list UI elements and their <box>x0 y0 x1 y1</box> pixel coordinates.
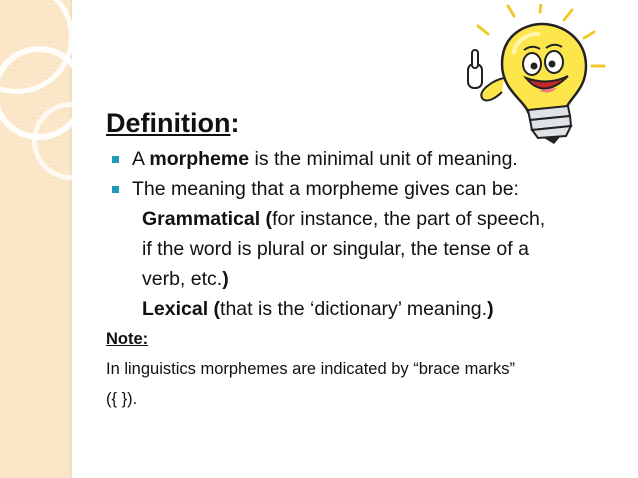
bullet-text <box>132 148 518 171</box>
bullet-text: The meaning that a morpheme gives can be: <box>132 178 519 200</box>
grammatical-close: ) <box>222 268 229 290</box>
bullet-square-icon <box>112 186 119 193</box>
lightbulb-cartoon <box>444 4 614 150</box>
lexical-line <box>142 298 494 321</box>
bullet-square-icon <box>112 156 119 163</box>
grammatical-label: Grammatical ( <box>142 208 273 230</box>
note-line-2: ({ }). <box>106 390 138 408</box>
grammatical-line-1 <box>142 208 545 231</box>
bullet-text-pre: A <box>132 148 150 170</box>
note-label: Note: <box>106 330 149 348</box>
decorative-ring <box>32 102 110 180</box>
grammatical-text-end: verb, etc. <box>142 268 223 290</box>
title-text: Definition <box>106 108 231 138</box>
lexical-label: Lexical ( <box>142 298 221 320</box>
bullet-text-post: is the minimal unit of meaning. <box>249 148 518 170</box>
title-colon: : <box>230 108 240 138</box>
slide-title <box>106 108 239 139</box>
lexical-text: that is the ‘dictionary’ meaning. <box>220 298 488 320</box>
note-line-1: In linguistics morphemes are indicated by “brace marks” <box>106 360 515 378</box>
grammatical-text: for instance, the part of speech, <box>272 208 546 230</box>
bullet-text-bold: morpheme <box>149 148 250 170</box>
lexical-close: ) <box>487 298 494 320</box>
grammatical-line-2: if the word is plural or singular, the tense of a <box>142 238 529 260</box>
grammatical-line-3 <box>142 268 229 291</box>
